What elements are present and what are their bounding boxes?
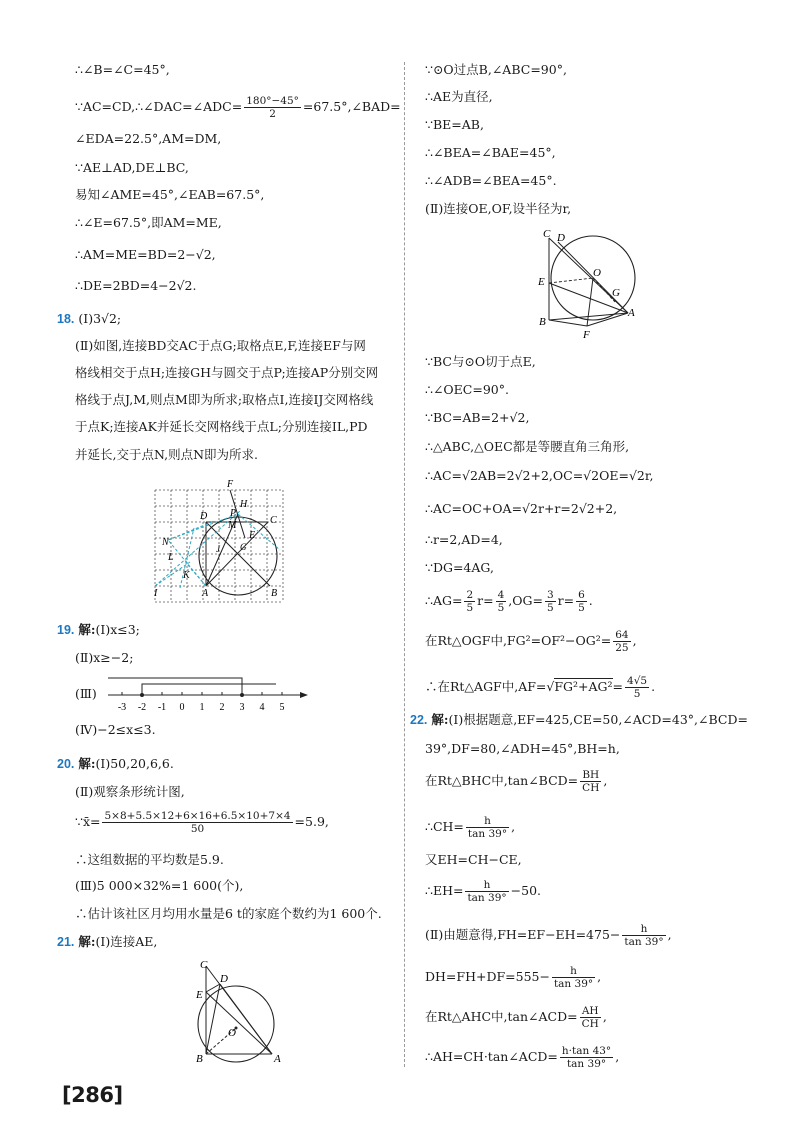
text-line: ∵BC=AB=2+√2, bbox=[425, 410, 530, 425]
fraction: $\frac{4}{5}$ bbox=[497, 589, 505, 614]
point-label: I bbox=[154, 588, 158, 599]
text-line: ∴∠ADB=∠BEA=45°. bbox=[425, 173, 557, 188]
point-label: A bbox=[274, 1053, 281, 1065]
text-line: ∵⊙O过点B,∠ABC=90°, bbox=[425, 62, 567, 77]
text-line: (Ⅱ)观察条形统计图, bbox=[75, 784, 185, 799]
text-line: ∴估计该社区月均用水量是6 t的家庭个数约为1 600个. bbox=[75, 906, 382, 921]
column-divider bbox=[404, 62, 405, 1067]
fraction: $\frac{4√5}{5}$ bbox=[627, 675, 648, 700]
text-line: (Ⅳ)−2≤x≤3. bbox=[75, 722, 156, 737]
grid-figure bbox=[150, 478, 295, 608]
tick-label: 2 bbox=[219, 702, 225, 713]
text-line: 格线相交于点H;连接GH与圆交于点P;连接AP分别交网 bbox=[75, 365, 379, 380]
point-label: D bbox=[200, 511, 208, 522]
question-number: 20. bbox=[57, 757, 75, 771]
point-label: K bbox=[183, 570, 190, 581]
text-line: 在Rt△AHC中,tan∠ACD= $\frac{AH}{CH}$ , bbox=[425, 1005, 607, 1030]
text-line: (Ⅱ)由题意得,FH=EF−EH=475− $\frac{h}{\tan 39^\circ}$ , bbox=[425, 923, 672, 948]
fraction: $\frac{6}{5}$ bbox=[578, 589, 585, 614]
circle bbox=[199, 517, 277, 595]
text-line: 并延长,交于点N,则点N即为所求. bbox=[75, 447, 258, 462]
tick-label: -1 bbox=[157, 702, 167, 713]
point-label: E bbox=[249, 530, 256, 541]
fraction: $\frac{64}{25}$ bbox=[615, 629, 629, 654]
point-label: E bbox=[196, 989, 203, 1001]
question-18: 18. (Ⅰ)3√2; bbox=[57, 311, 122, 326]
point-label: C bbox=[543, 228, 551, 240]
text-line: ∴AC=OC+OA=√2r+r=2√2+2, bbox=[425, 501, 618, 516]
point-label: J bbox=[216, 544, 220, 554]
text-line: 39°,DF=80,∠ADH=45°,BH=h, bbox=[425, 741, 620, 756]
text-line: ∴AC=√2AB=2√2+2,OC=√2OE=√2r, bbox=[425, 468, 654, 483]
circle-figure-22 bbox=[535, 228, 647, 340]
text-line: ∴DE=2BD=4−2√2. bbox=[75, 278, 197, 293]
text-line: ∴∠E=67.5°,即AM=ME, bbox=[75, 215, 222, 230]
tick-label: 3 bbox=[239, 702, 245, 713]
text-line: DH=FH+DF=555− $\frac{h}{\tan 39^\circ}$ , bbox=[425, 965, 602, 990]
text-line: ∵AE⊥AD,DE⊥BC, bbox=[75, 160, 189, 175]
text-line: ∴AM=ME=BD=2−√2, bbox=[75, 247, 216, 262]
text-line: ∵DG=4AG, bbox=[425, 560, 494, 575]
text-line: ∵AC=CD,∴∠DAC=∠ADC= $\frac{180^\circ-45^\circ}{2}$ =67.5°,∠BAD= bbox=[75, 95, 401, 120]
question-number: 22. bbox=[410, 713, 428, 727]
text-line: (Ⅱ)连接OE,OF,设半径为r, bbox=[425, 201, 572, 216]
point-label: L bbox=[168, 552, 174, 563]
tick-label: 4 bbox=[259, 702, 265, 713]
text-line: ∵BE=AB, bbox=[425, 117, 484, 132]
fraction: $\frac{h}{\tan 39^\circ}$ bbox=[624, 923, 664, 948]
point-label: B bbox=[271, 588, 278, 599]
text-line: 格线于点J,M,则点M即为所求;取格点I,连接IJ交网格线 bbox=[75, 392, 374, 407]
text-line: ∴∠B=∠C=45°, bbox=[75, 62, 170, 77]
question-19: 19. 解:(Ⅰ)x≤3; bbox=[57, 622, 140, 637]
point-label: B bbox=[196, 1053, 203, 1065]
point-label: A bbox=[628, 307, 635, 319]
point-label: C bbox=[270, 515, 277, 526]
question-number: 19. bbox=[57, 623, 75, 637]
text-line: 易知∠AME=45°,∠EAB=67.5°, bbox=[75, 187, 265, 202]
question-number: 18. bbox=[57, 312, 75, 326]
point-label: H bbox=[240, 499, 248, 510]
question-22: 22. 解:(Ⅰ)根据题意,EF=425,CE=50,∠ACD=43°,∠BCD= bbox=[410, 712, 748, 727]
point-label: C bbox=[200, 959, 208, 971]
fraction: $\frac{h}{\tan 39^\circ}$ bbox=[467, 815, 508, 840]
text-line: (Ⅲ)5 000×32%=1 600(个), bbox=[75, 878, 244, 893]
point-label: P bbox=[230, 508, 237, 519]
point-label: G bbox=[612, 287, 620, 299]
sqrt-expression: FG²+AG² bbox=[554, 679, 613, 694]
text-line: ∴AG= $\frac{2}{5}$ r= $\frac{4}{5}$ ,OG= $\frac{3}{5}$ r= $\frac{6}{5}$ . bbox=[425, 589, 593, 614]
fraction: $\frac{h\cdot\tan 43^\circ}{\tan 39^\circ}$ bbox=[561, 1045, 612, 1070]
text-line: ∴∠BEA=∠BAE=45°, bbox=[425, 145, 556, 160]
text-line: ∴在Rt△AGF中,AF=√FG²+AG²= $\frac{4√5}{5}$ . bbox=[425, 675, 656, 700]
fraction: $\frac{3}{5}$ bbox=[546, 589, 554, 614]
point-label: O bbox=[228, 1027, 236, 1039]
text-line: 又EH=CH−CE, bbox=[425, 852, 522, 867]
text-line: ∴AH=CH·tan∠ACD= $\frac{h\cdot\tan 43^\circ}{\tan 39^\circ}$ , bbox=[425, 1045, 620, 1070]
fraction: $\frac{h}{\tan 39^\circ}$ bbox=[467, 879, 507, 904]
point-label: D bbox=[557, 232, 565, 244]
text-line: ∴△ABC,△OEC都是等腰直角三角形, bbox=[425, 439, 630, 454]
point-label: G bbox=[240, 542, 247, 552]
question-20: 20. 解:(Ⅰ)50,20,6,6. bbox=[57, 756, 174, 771]
page-number: [ 286 ] bbox=[62, 1083, 123, 1107]
fraction: $\frac{5\times 8+5.5\times 12+6\times 16+6.5\times 10+7\times 4}{50}$ bbox=[104, 810, 291, 835]
text-line: ∴CH= $\frac{h}{\tan 39^\circ}$ , bbox=[425, 815, 516, 840]
fraction: $\frac{2}{5}$ bbox=[466, 589, 474, 614]
point-label: O bbox=[593, 267, 601, 279]
tick-label: -2 bbox=[137, 702, 147, 713]
point-label: F bbox=[227, 479, 234, 490]
tick-label: 0 bbox=[179, 702, 185, 713]
text-line: ∠EDA=22.5°,AM=DM, bbox=[75, 131, 222, 146]
text-line: 在Rt△BHC中,tan∠BCD= $\frac{BH}{CH}$ , bbox=[425, 769, 608, 794]
point-label: A bbox=[202, 588, 209, 599]
point-label: F bbox=[583, 329, 590, 340]
fraction: $\frac{BH}{CH}$ bbox=[582, 769, 600, 794]
point-label: N bbox=[162, 537, 169, 548]
number-line bbox=[108, 670, 308, 716]
text-line: ∵BC与⊙O切于点E, bbox=[425, 354, 536, 369]
point-label: B bbox=[539, 316, 546, 328]
tick-label: -3 bbox=[117, 702, 127, 713]
tick-label: 5 bbox=[279, 702, 285, 713]
text-line: ∴r=2,AD=4, bbox=[425, 532, 503, 547]
tick-label: 1 bbox=[199, 702, 205, 713]
question-21: 21. 解:(Ⅰ)连接AE, bbox=[57, 934, 158, 949]
text-line: 在Rt△OGF中,FG²=OF²−OG²= $\frac{64}{25}$ , bbox=[425, 629, 637, 654]
text-line: ∵x̄= $\frac{5\times 8+5.5\times 12+6\times 16+6.5\times 10+7\times 4}{50}$ =5.9, bbox=[75, 810, 329, 835]
text-line: ∴这组数据的平均数是5.9. bbox=[75, 852, 224, 867]
circle-figure-21 bbox=[190, 958, 290, 1070]
fraction: $\frac{h}{\tan 39^\circ}$ bbox=[553, 965, 594, 990]
question-number: 21. bbox=[57, 935, 75, 949]
text-line: ∴∠OEC=90°. bbox=[425, 382, 509, 397]
text-line: ∴EH= $\frac{h}{\tan 39^\circ}$ −50. bbox=[425, 879, 542, 904]
text-line: (Ⅱ)x≥−2; bbox=[75, 650, 134, 665]
fraction: $\frac{180^\circ-45^\circ}{2}$ bbox=[246, 95, 299, 120]
fraction: $\frac{AH}{CH}$ bbox=[581, 1005, 599, 1030]
text-line: (Ⅱ)如图,连接BD交AC于点G;取格点E,F,连接EF与网 bbox=[75, 338, 366, 353]
text-line: 于点K;连接AK并延长交网格线于点L;分别连接IL,PD bbox=[75, 419, 368, 434]
point-label: E bbox=[538, 276, 545, 288]
point-label: M bbox=[228, 520, 237, 531]
text-line: ∴AE为直径, bbox=[425, 89, 493, 104]
text-line: (Ⅲ) bbox=[75, 686, 97, 701]
point-label: D bbox=[220, 973, 228, 985]
